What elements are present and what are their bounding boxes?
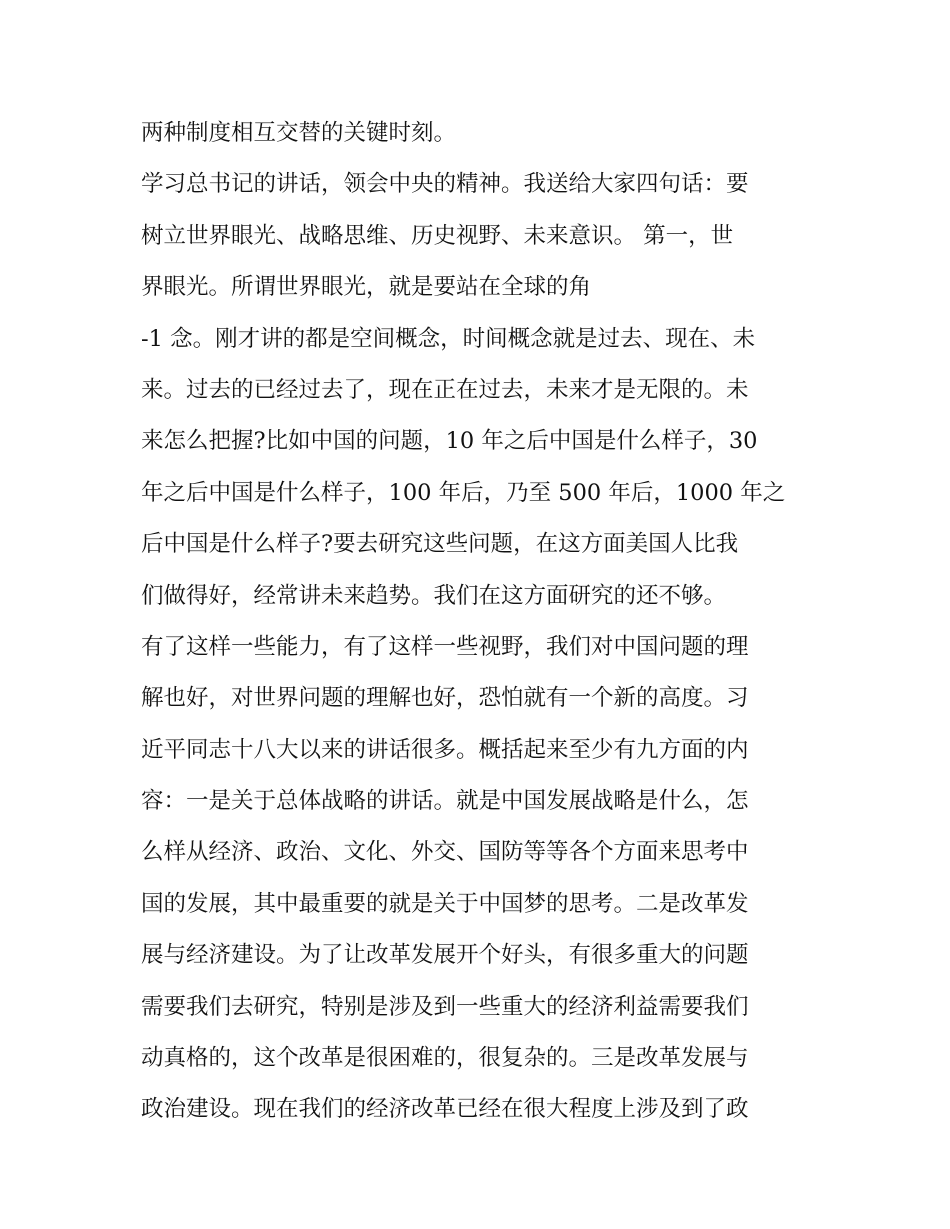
text-line: 动真格的，这个改革是很困难的，很复杂的。三是改革发展与 — [141, 1045, 749, 1072]
text-line: 国的发展，其中最重要的就是关于中国梦的思考。二是改革发 — [141, 890, 749, 917]
text-line: 容：一是关于总体战略的讲话。就是中国发展战略是什么，怎 — [141, 788, 749, 815]
text-line: 树立世界眼光、战略思维、历史视野、未来意识。 第一，世 — [141, 222, 734, 249]
text-line: 后中国是什么样子?要去研究这些问题，在这方面美国人比我 — [141, 531, 739, 558]
body-text — [141, 108, 821, 1136]
text-line: 需要我们去研究，特别是涉及到一些重大的经济利益需要我们 — [141, 993, 749, 1020]
text-line: 解也好，对世界问题的理解也好，恐怕就有一个新的高度。习 — [141, 685, 749, 712]
text-line: 有了这样一些能力，有了这样一些视野，我们对中国问题的理 — [141, 633, 749, 660]
text-line: 来。过去的已经过去了，现在正在过去，未来才是无限的。未 — [141, 376, 749, 403]
text-line: 界眼光。所谓世界眼光，就是要站在全球的角 — [141, 274, 592, 301]
text-line: -1 念。刚才讲的都是空间概念，时间概念就是过去、现在、未 — [141, 325, 756, 352]
text-line: 学习总书记的讲话，领会中央的精神。我送给大家四句话：要 — [141, 171, 749, 198]
text-line: 年之后中国是什么样子，100 年后，乃至 500 年后，1000 年之 — [141, 479, 786, 506]
text-line: 展与经济建设。为了让改革发展开个好头，有很多重大的问题 — [141, 942, 749, 969]
text-line: 来怎么把握?比如中国的问题，10 年之后中国是什么样子，30 — [141, 428, 758, 455]
text-line: 们做得好，经常讲未来趋势。我们在这方面研究的还不够。 — [141, 582, 727, 609]
text-line: 么样从经济、政治、文化、外交、国防等等各个方面来思考中 — [141, 839, 749, 866]
text-line: 近平同志十八大以来的讲话很多。概括起来至少有九方面的内 — [141, 736, 749, 763]
text-line: 政治建设。现在我们的经济改革已经在很大程度上涉及到了政 — [141, 1096, 749, 1123]
text-line: 两种制度相互交替的关键时刻。 — [141, 120, 457, 146]
